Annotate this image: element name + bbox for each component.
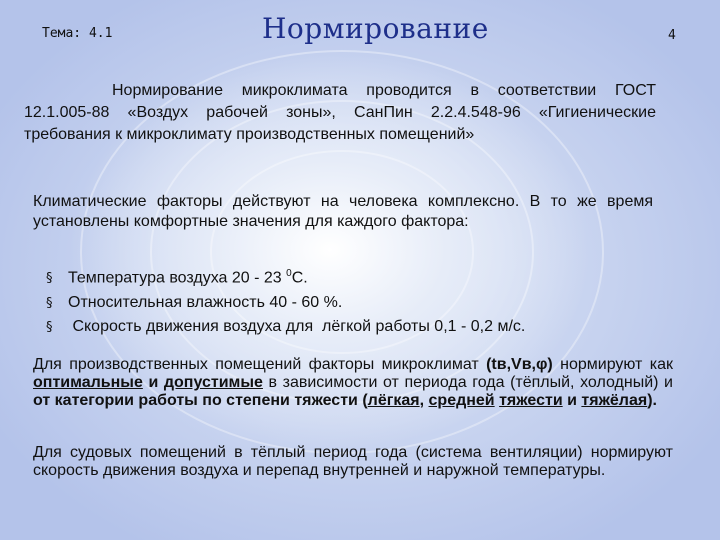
bullet-marker: § <box>46 320 53 336</box>
heaviness-term: тяжести <box>499 392 563 409</box>
air-speed-item: Скорость движения воздуха для лёгкой работы 0,1 - 0,2 м/с. <box>68 318 526 336</box>
bullet-marker: § <box>46 295 53 311</box>
list-item <box>46 291 525 316</box>
page-number: 4 <box>668 28 676 43</box>
heavy-term: тяжёлая <box>581 392 648 409</box>
factors-paragraph: Климатические факторы действуют на человека комплексно. В то же время установлены комфортные значения для каждого фактора: <box>33 193 653 230</box>
allowed-term: допустимые <box>163 374 263 391</box>
factors-list <box>46 262 525 340</box>
list-item <box>46 262 525 291</box>
medium-term: средней <box>428 392 495 409</box>
list-item <box>46 315 525 340</box>
ship-paragraph: Для судовых помещений в тёплый период года (система вентиляции) нормируют скорость движения воздуха и перепад внутренней и наружной температуры. <box>33 444 673 479</box>
page-title: Нормирование <box>262 12 489 45</box>
light-term: лёгкая <box>367 392 420 409</box>
normalization-paragraph: Для производственных помещений факторы микроклимат (tв,Vв,φ) нормируют как оптимальные и допустимые в зависимости от периода года (тёплый, холодный) и от категории работы по степени тяжести (лёгкая, средней тяжести и тяжёлая). <box>33 356 673 409</box>
optimal-term: оптимальные <box>33 374 143 391</box>
intro-paragraph: Нормирование микроклимата проводится в соответствии ГОСТ 12.1.005-88 «Воздух рабочей зоны», СанПин 2.2.4.548-96 «Гигиенические требования к микроклимату производственных помещений» <box>24 82 656 143</box>
humidity-item: Относительная влажность 40 - 60 %. <box>68 293 343 311</box>
category-text: от категории работы по степени тяжести ( <box>33 392 368 409</box>
bullet-marker: § <box>46 271 53 287</box>
topic-label: Тема: 4.1 <box>42 26 113 41</box>
symbols-text: (tв,Vв,φ) <box>486 356 553 373</box>
temperature-item: Температура воздуха 20 - 23 $^0$С. <box>68 268 308 287</box>
